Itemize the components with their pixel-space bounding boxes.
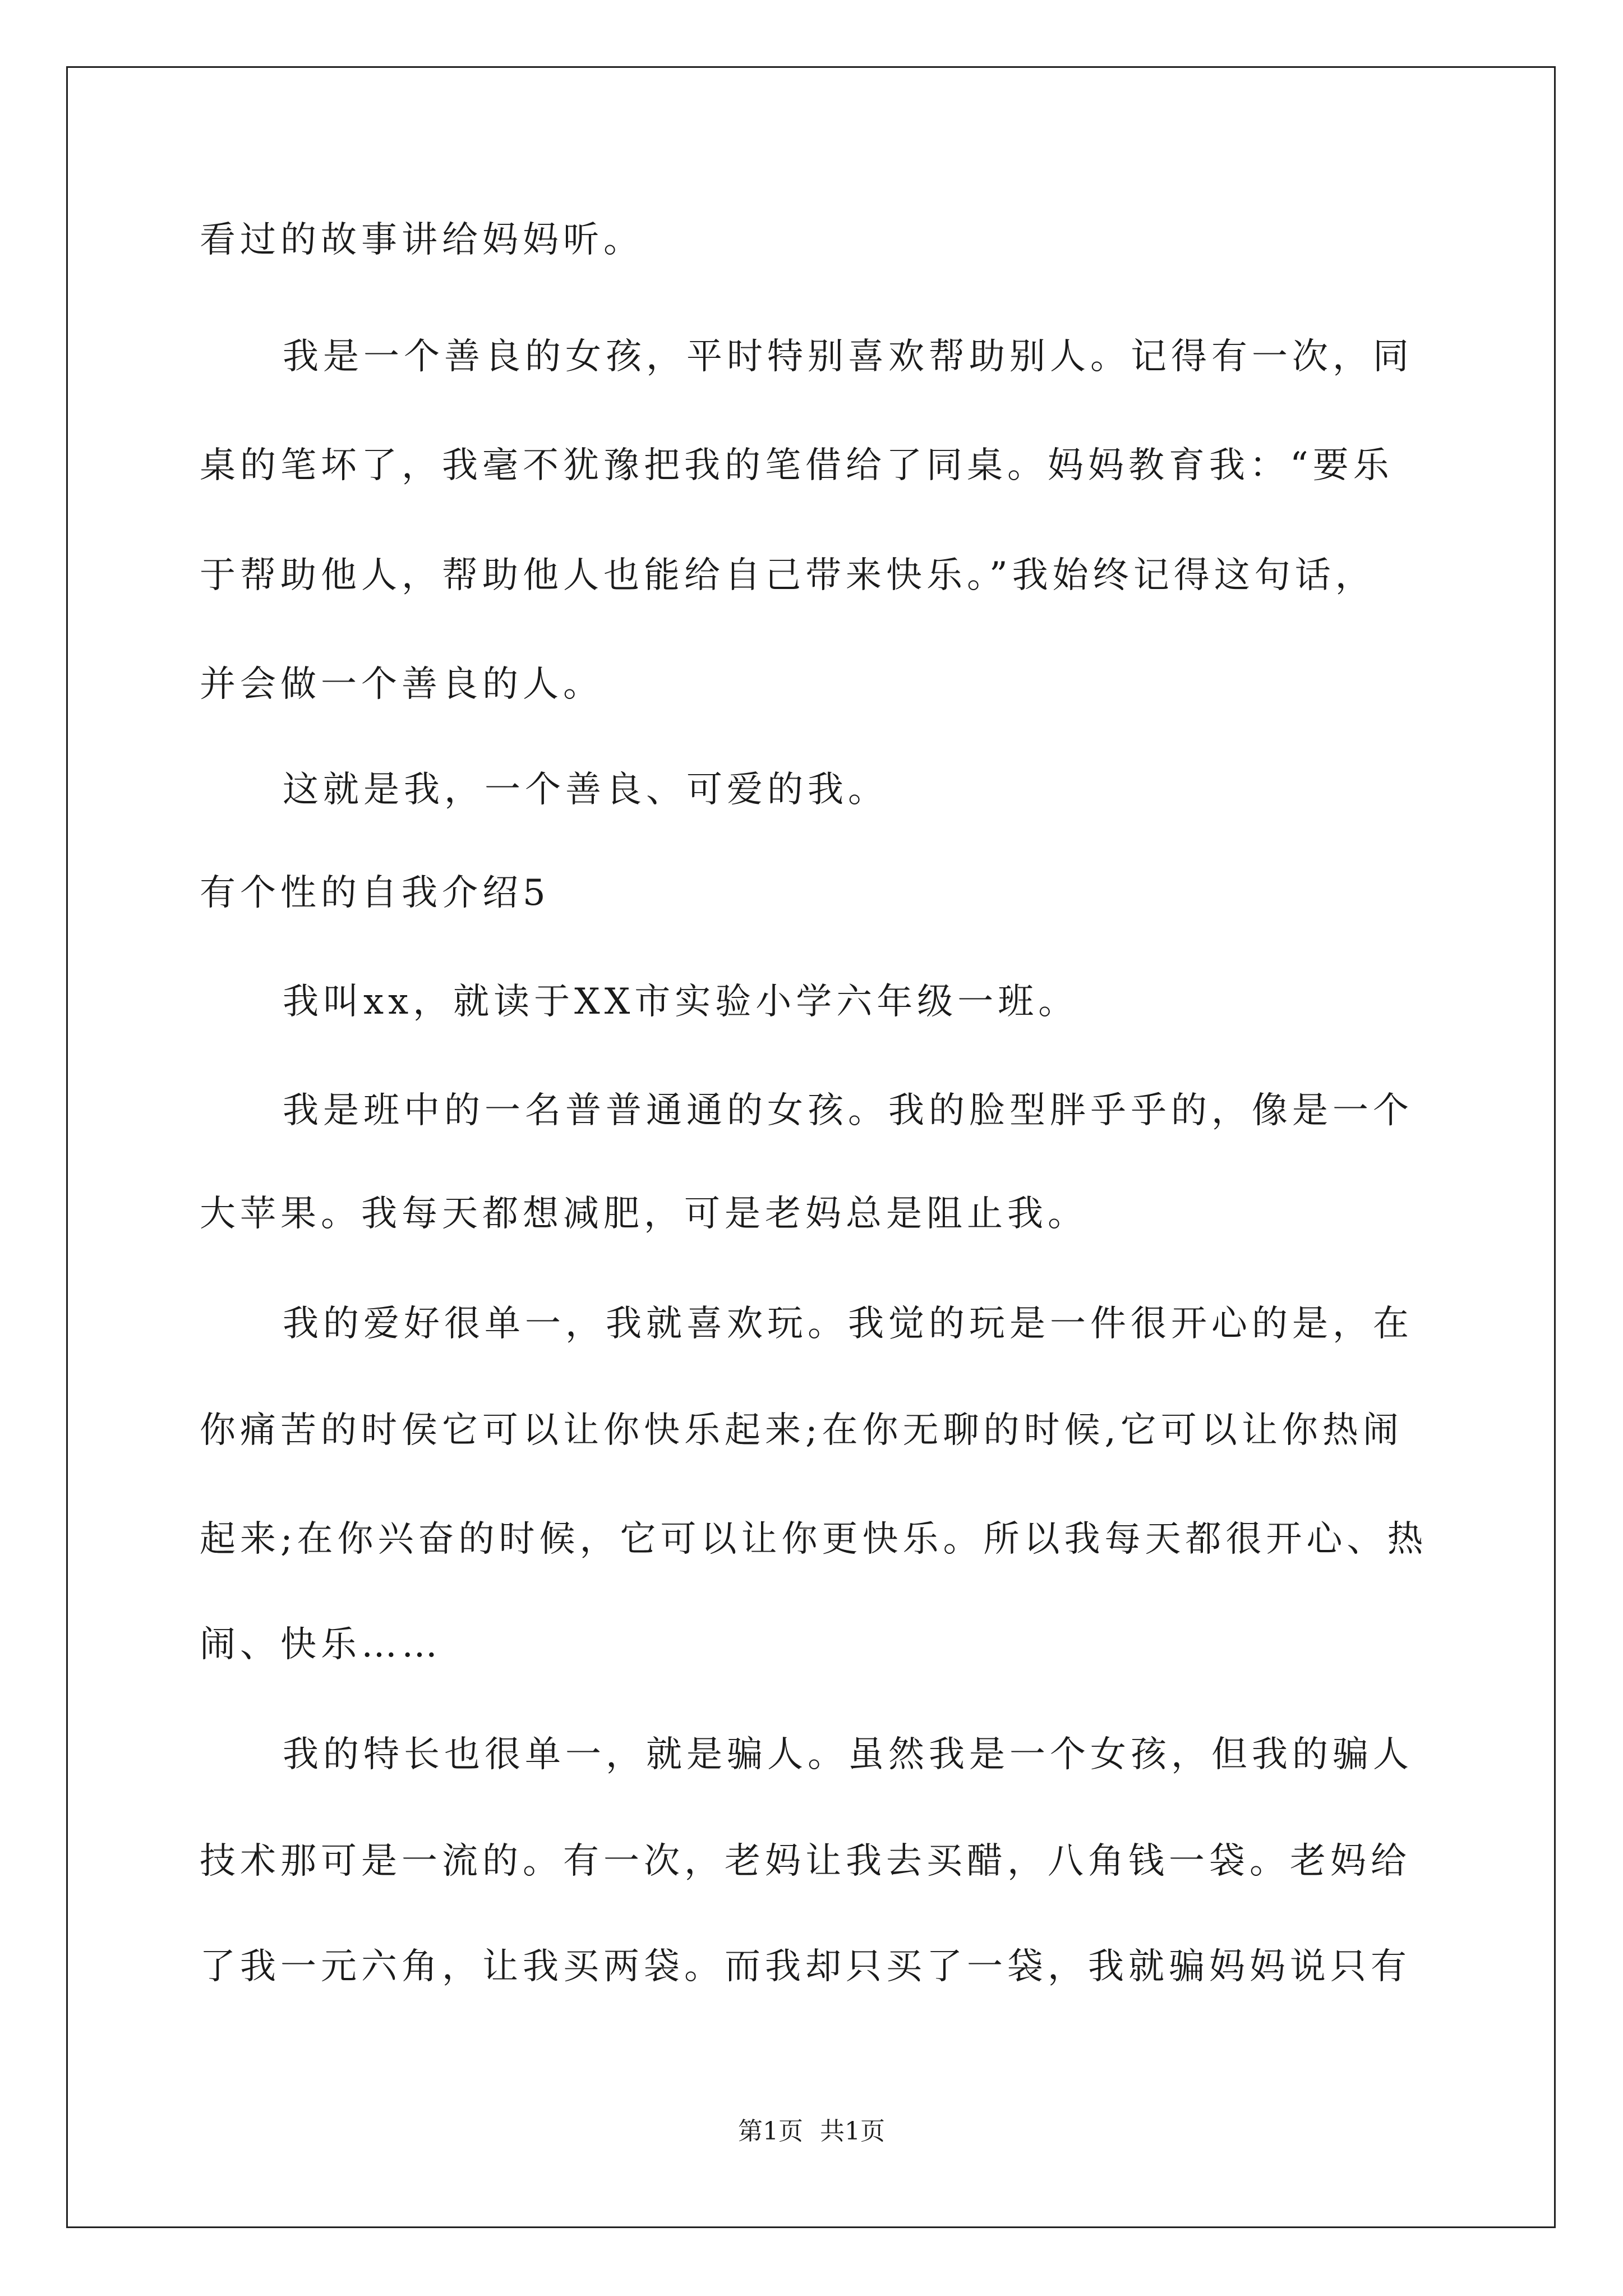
body-line-4: 于帮助他人，帮助他人也能给自己带来快乐。”我始终记得这句话，	[200, 555, 1376, 596]
body-line-12: 你痛苦的时侯它可以让你快乐起来;在你无聊的时候,它可以让你热闹	[200, 1410, 1403, 1451]
body-line-1: 看过的故事讲给妈妈听。	[200, 219, 644, 261]
body-line-10: 大苹果。我每天都想减肥，可是老妈总是阻止我。	[200, 1193, 1088, 1235]
page-total: 共1页	[820, 2117, 885, 2146]
body-line-17: 了我一元六角，让我买两袋。而我却只买了一袋，我就骗妈妈说只有	[200, 1946, 1411, 1987]
body-line-2: 我是一个善良的女孩，平时特别喜欢帮助别人。记得有一次，同	[283, 336, 1413, 378]
body-line-11: 我的爱好很单一，我就喜欢玩。我觉的玩是一件很开心的是，在	[283, 1303, 1413, 1345]
body-line-13: 起来;在你兴奋的时候，它可以让你更快乐。所以我每天都很开心、热	[200, 1519, 1428, 1560]
body-line-15: 我的特长也很单一，就是骗人。虽然我是一个女孩，但我的骗人	[283, 1734, 1413, 1775]
section-heading: 有个性的自我介绍5	[200, 872, 550, 914]
body-line-5: 并会做一个善良的人。	[200, 664, 603, 705]
body-line-9: 我是班中的一名普普通通的女孩。我的脸型胖乎乎的，像是一个	[283, 1090, 1413, 1131]
page-border	[66, 66, 1556, 2228]
page-number: 第1页	[738, 2117, 803, 2146]
body-line-14: 闹、快乐……	[200, 1624, 442, 1665]
body-line-16: 技术那可是一流的。有一次，老妈让我去买醋，八角钱一袋。老妈给	[200, 1841, 1411, 1882]
body-line-3: 桌的笔坏了，我毫不犹豫把我的笔借给了同桌。妈妈教育我：“要乐	[200, 445, 1394, 486]
body-line-8: 我叫xx，就读于XX市实验小学六年级一班。	[283, 981, 1079, 1023]
page-footer	[0, 2116, 1623, 2147]
body-line-6: 这就是我，一个善良、可爱的我。	[283, 769, 888, 811]
